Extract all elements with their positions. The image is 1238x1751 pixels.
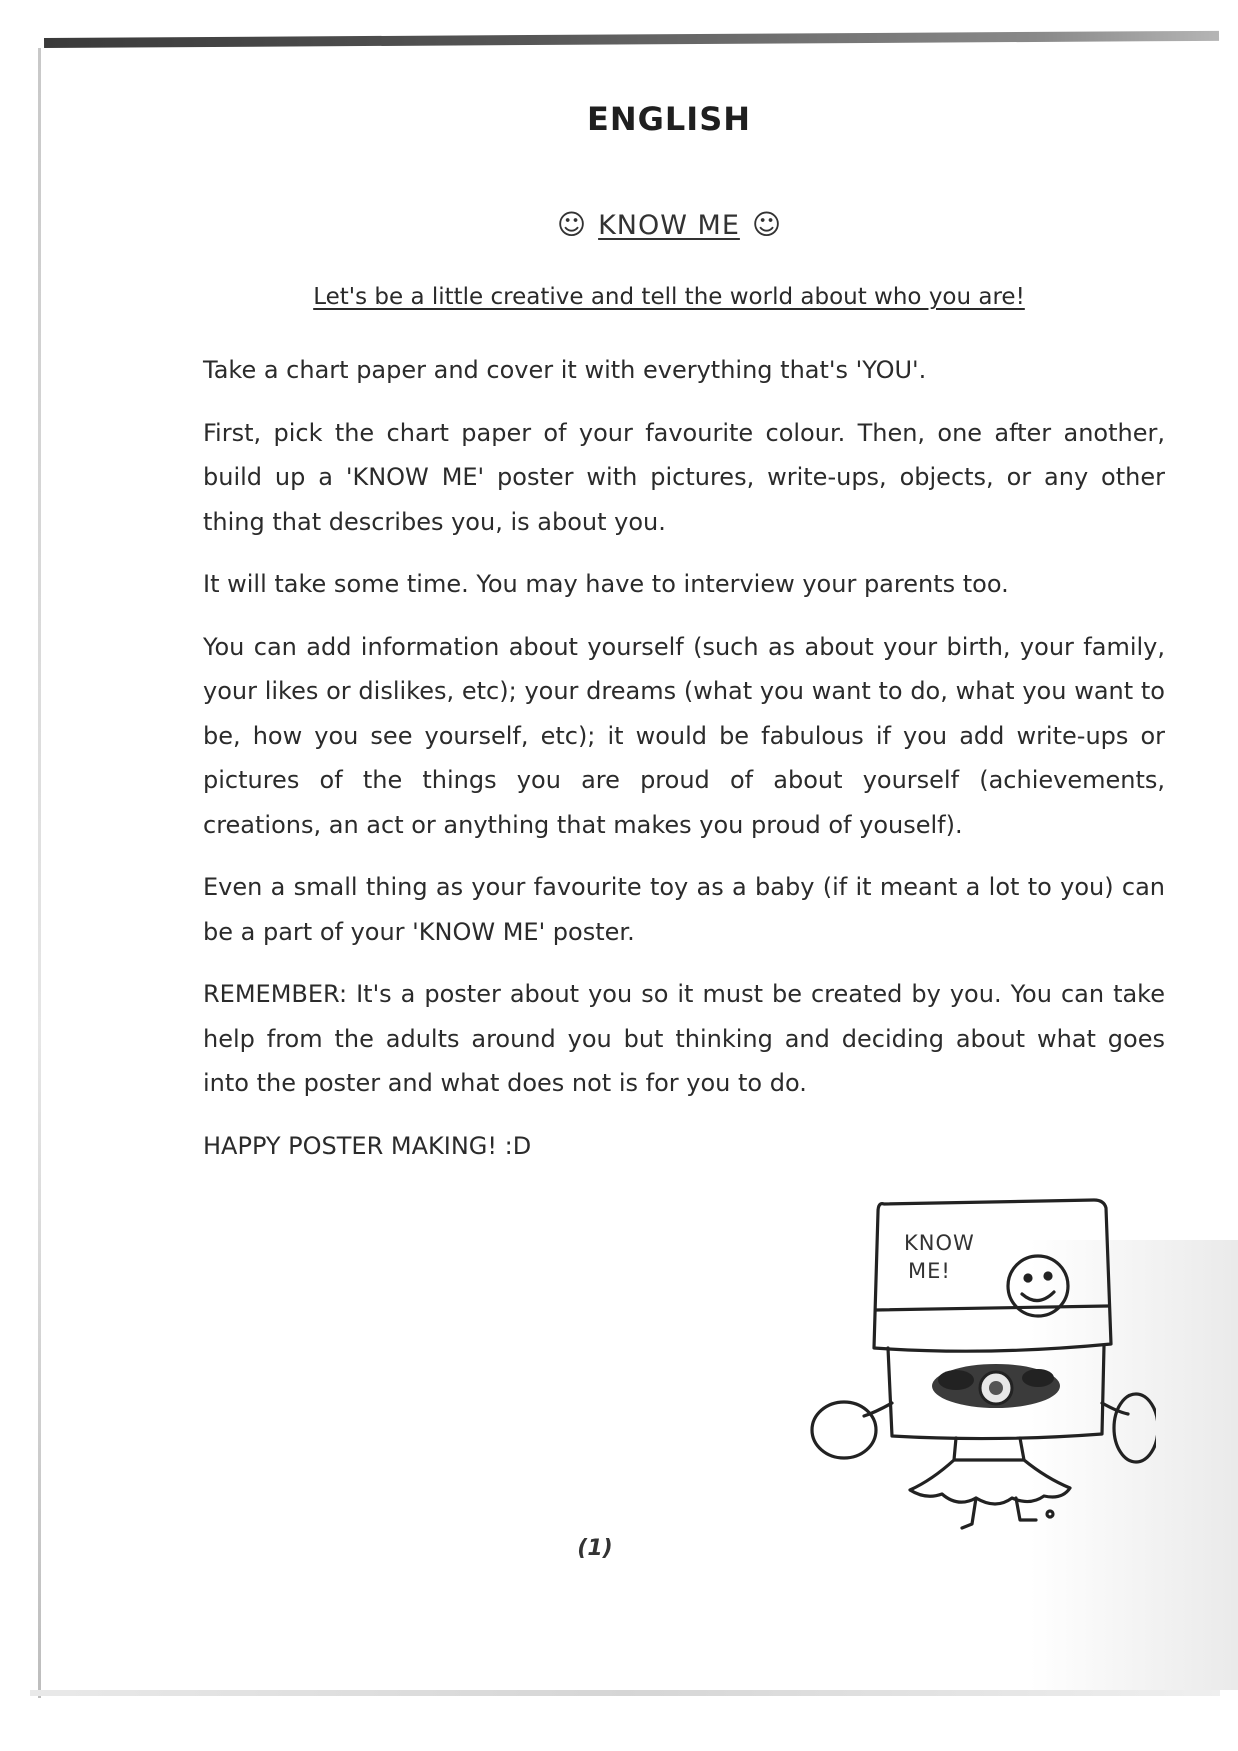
right-hand bbox=[1114, 1394, 1156, 1462]
sign-text-line1: KNOW bbox=[904, 1231, 975, 1255]
section-heading bbox=[0, 208, 1238, 241]
body-text bbox=[203, 348, 1165, 1186]
know-me-mascot-illustration bbox=[806, 1198, 1156, 1538]
paragraph: REMEMBER: It's a poster about you so it must be created by you. You can take help from the adults around you but thinking and deciding about what goes into the poster and what does not is for you to do. bbox=[203, 980, 1165, 1097]
scan-edge-bottom bbox=[30, 1690, 1220, 1696]
smiley-icon: ☺ bbox=[556, 208, 587, 241]
paragraph: First, pick the chart paper of your favourite colour. Then, one after another, build up a 'KNOW ME' poster with pictures, write-ups, objects, or any other thing that describes you, is about you. bbox=[203, 418, 1165, 536]
closing-line: HAPPY POSTER MAKING! :D bbox=[203, 1131, 532, 1160]
scan-edge-top bbox=[44, 31, 1219, 48]
page-number: (1) bbox=[577, 1536, 613, 1561]
left-hand bbox=[812, 1402, 876, 1458]
section-heading-label: KNOW ME bbox=[598, 210, 740, 241]
sign-text-line2: ME! bbox=[908, 1259, 951, 1283]
paragraph: It will take some time. You may have to interview your parents too. bbox=[203, 570, 1009, 598]
page-title: ENGLISH bbox=[586, 100, 752, 138]
tagline: Let's be a little creative and tell the world about who you are! bbox=[313, 284, 1025, 310]
doll-drawing bbox=[932, 1364, 1060, 1408]
paragraph: Even a small thing as your favourite toy as a baby (if it meant a lot to you) can be a part of your 'KNOW ME' poster. bbox=[203, 873, 1165, 946]
skirt bbox=[910, 1460, 1070, 1504]
paragraph: You can add information about yourself (such as about your birth, your family, your likes or dislikes, etc); your dreams (what you want to do, what you want to be, how you see yourself, etc); it would be fabulous if you add write-ups or pictures of the things you are proud of about yourself (achievements, creations, an act or anything that makes you proud of youself). bbox=[203, 632, 1165, 839]
paragraph: Take a chart paper and cover it with everything that's 'YOU'. bbox=[203, 356, 927, 384]
smiley-icon: ☺ bbox=[751, 208, 782, 241]
